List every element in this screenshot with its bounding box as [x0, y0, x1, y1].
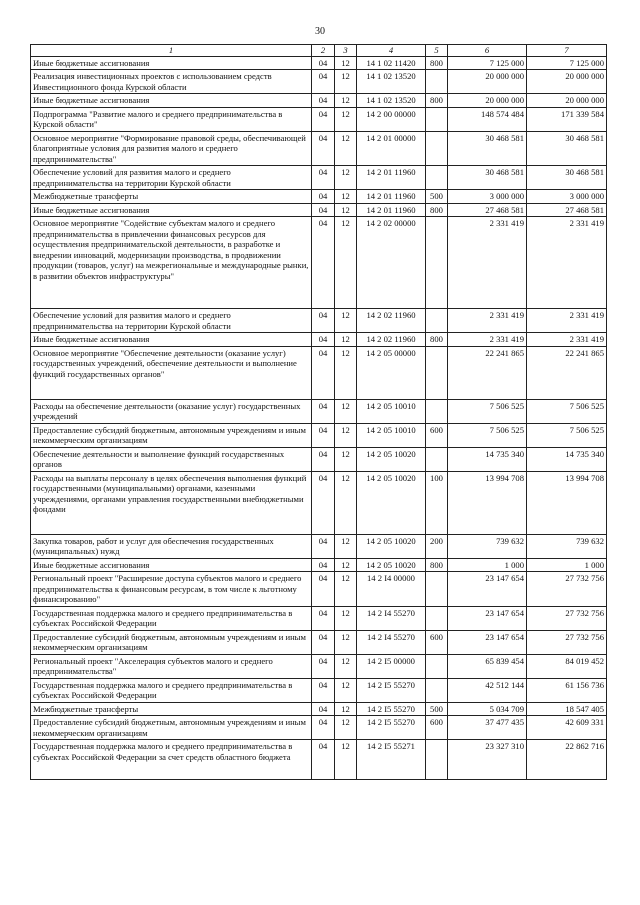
section-code: 04	[312, 678, 335, 702]
section-code: 04	[312, 56, 335, 70]
table-row	[31, 333, 607, 347]
amount-year-2: 42 609 331	[527, 716, 607, 740]
row-name: Предоставление субсидий бюджетным, автономным учреждениям и иным некоммерческим организациям	[31, 630, 312, 654]
subsection-code: 12	[335, 558, 357, 572]
section-code: 04	[312, 107, 335, 131]
table-row	[31, 630, 607, 654]
row-name: Основное мероприятие "Обеспечение деятельности (оказание услуг) государственных учреждений, обеспечение деятельности и выполнение функций государственных органов"	[31, 346, 312, 399]
expense-type-code: 600	[426, 423, 448, 447]
table-row	[31, 572, 607, 607]
target-article-code: 14 1 02 11420	[357, 56, 426, 70]
subsection-code: 12	[335, 56, 357, 70]
table-row	[31, 217, 607, 309]
table-row	[31, 107, 607, 131]
table-row	[31, 716, 607, 740]
table-row	[31, 203, 607, 217]
section-code: 04	[312, 740, 335, 780]
expense-type-code: 100	[426, 471, 448, 534]
expense-type-code: 800	[426, 333, 448, 347]
expense-type-code	[426, 740, 448, 780]
table-row	[31, 56, 607, 70]
expense-type-code: 600	[426, 630, 448, 654]
section-code: 04	[312, 346, 335, 399]
section-code: 04	[312, 471, 335, 534]
amount-year-1: 23 327 310	[448, 740, 527, 780]
target-article-code: 14 1 02 13520	[357, 70, 426, 94]
section-code: 04	[312, 131, 335, 166]
column-number-row	[31, 45, 607, 57]
expense-type-code	[426, 309, 448, 333]
target-article-code: 14 2 05 10010	[357, 399, 426, 423]
target-article-code: 14 2 01 00000	[357, 131, 426, 166]
row-name: Иные бюджетные ассигнования	[31, 333, 312, 347]
amount-year-1: 148 574 484	[448, 107, 527, 131]
subsection-code: 12	[335, 716, 357, 740]
amount-year-1: 30 468 581	[448, 131, 527, 166]
amount-year-2: 20 000 000	[527, 94, 607, 108]
amount-year-1: 23 147 654	[448, 630, 527, 654]
subsection-code: 12	[335, 190, 357, 204]
amount-year-2: 7 506 525	[527, 399, 607, 423]
table-row	[31, 558, 607, 572]
table-row	[31, 70, 607, 94]
row-name: Основное мероприятие "Формирование правовой среды, обеспечивающей благоприятные условия для развития малого и среднего предпринимательства"	[31, 131, 312, 166]
row-name: Обеспечение деятельности и выполнение функций государственных органов	[31, 447, 312, 471]
table-row	[31, 309, 607, 333]
expense-type-code: 800	[426, 94, 448, 108]
target-article-code: 14 2 05 00000	[357, 346, 426, 399]
target-article-code: 14 2 I5 55270	[357, 702, 426, 716]
amount-year-1: 2 331 419	[448, 333, 527, 347]
section-code: 04	[312, 70, 335, 94]
row-name: Иные бюджетные ассигнования	[31, 203, 312, 217]
section-code: 04	[312, 654, 335, 678]
section-code: 04	[312, 94, 335, 108]
subsection-code: 12	[335, 131, 357, 166]
section-code: 04	[312, 534, 335, 558]
amount-year-2: 30 468 581	[527, 131, 607, 166]
expense-type-code: 500	[426, 190, 448, 204]
table-row	[31, 702, 607, 716]
column-header: 4	[357, 45, 426, 57]
amount-year-1: 22 241 865	[448, 346, 527, 399]
row-name: Предоставление субсидий бюджетным, автономным учреждениям и иным некоммерческим организациям	[31, 716, 312, 740]
amount-year-2: 27 732 756	[527, 630, 607, 654]
subsection-code: 12	[335, 70, 357, 94]
target-article-code: 14 2 05 10020	[357, 558, 426, 572]
amount-year-2: 739 632	[527, 534, 607, 558]
amount-year-2: 18 547 405	[527, 702, 607, 716]
amount-year-1: 739 632	[448, 534, 527, 558]
target-article-code: 14 2 I4 55270	[357, 630, 426, 654]
target-article-code: 14 1 02 13520	[357, 94, 426, 108]
amount-year-2: 2 331 419	[527, 217, 607, 309]
section-code: 04	[312, 716, 335, 740]
expense-type-code	[426, 678, 448, 702]
amount-year-1: 42 512 144	[448, 678, 527, 702]
table-row	[31, 534, 607, 558]
amount-year-2: 2 331 419	[527, 333, 607, 347]
section-code: 04	[312, 333, 335, 347]
section-code: 04	[312, 447, 335, 471]
subsection-code: 12	[335, 107, 357, 131]
amount-year-1: 65 839 454	[448, 654, 527, 678]
section-code: 04	[312, 166, 335, 190]
amount-year-1: 3 000 000	[448, 190, 527, 204]
subsection-code: 12	[335, 678, 357, 702]
section-code: 04	[312, 203, 335, 217]
section-code: 04	[312, 217, 335, 309]
target-article-code: 14 2 01 11960	[357, 203, 426, 217]
target-article-code: 14 2 00 00000	[357, 107, 426, 131]
table-row	[31, 606, 607, 630]
section-code: 04	[312, 190, 335, 204]
amount-year-1: 23 147 654	[448, 606, 527, 630]
row-name: Реализация инвестиционных проектов с использованием средств Инвестиционного фонда Курской области	[31, 70, 312, 94]
target-article-code: 14 2 01 11960	[357, 166, 426, 190]
subsection-code: 12	[335, 217, 357, 309]
row-name: Подпрограмма "Развитие малого и среднего предпринимательства в Курской области"	[31, 107, 312, 131]
expense-type-code: 800	[426, 203, 448, 217]
expense-type-code	[426, 346, 448, 399]
table-row	[31, 399, 607, 423]
table-row	[31, 740, 607, 780]
row-name: Обеспечение условий для развития малого и среднего предпринимательства на территории Курской области	[31, 309, 312, 333]
target-article-code: 14 2 I5 55270	[357, 678, 426, 702]
budget-table	[30, 44, 607, 780]
amount-year-2: 30 468 581	[527, 166, 607, 190]
target-article-code: 14 2 05 10010	[357, 423, 426, 447]
column-header: 3	[335, 45, 357, 57]
amount-year-2: 7 125 000	[527, 56, 607, 70]
table-row	[31, 471, 607, 534]
expense-type-code	[426, 606, 448, 630]
amount-year-2: 61 156 736	[527, 678, 607, 702]
expense-type-code	[426, 572, 448, 607]
table-row	[31, 654, 607, 678]
target-article-code: 14 2 02 00000	[357, 217, 426, 309]
table-row	[31, 166, 607, 190]
column-header: 5	[426, 45, 448, 57]
target-article-code: 14 2 01 11960	[357, 190, 426, 204]
table-row	[31, 423, 607, 447]
amount-year-2: 7 506 525	[527, 423, 607, 447]
row-name: Иные бюджетные ассигнования	[31, 56, 312, 70]
amount-year-1: 2 331 419	[448, 309, 527, 333]
section-code: 04	[312, 630, 335, 654]
row-name: Межбюджетные трансферты	[31, 190, 312, 204]
amount-year-2: 27 732 756	[527, 572, 607, 607]
row-name: Государственная поддержка малого и среднего предпринимательства в субъектах Российской Федерации за счет средств областного бюджета	[31, 740, 312, 780]
amount-year-2: 27 732 756	[527, 606, 607, 630]
table-row	[31, 131, 607, 166]
target-article-code: 14 2 I5 55271	[357, 740, 426, 780]
subsection-code: 12	[335, 606, 357, 630]
amount-year-1: 23 147 654	[448, 572, 527, 607]
subsection-code: 12	[335, 471, 357, 534]
amount-year-2: 171 339 584	[527, 107, 607, 131]
section-code: 04	[312, 309, 335, 333]
row-name: Расходы на выплаты персоналу в целях обеспечения выполнения функций государственными (муниципальными) органами, казенными учреждениями, органами управления государственными внебюджетными фондами	[31, 471, 312, 534]
subsection-code: 12	[335, 630, 357, 654]
amount-year-1: 7 125 000	[448, 56, 527, 70]
amount-year-1: 5 034 709	[448, 702, 527, 716]
amount-year-2: 22 862 716	[527, 740, 607, 780]
subsection-code: 12	[335, 94, 357, 108]
amount-year-1: 37 477 435	[448, 716, 527, 740]
table-row	[31, 346, 607, 399]
section-code: 04	[312, 702, 335, 716]
expense-type-code: 600	[426, 716, 448, 740]
row-name: Основное мероприятие "Содействие субъектам малого и среднего предпринимательства в привлечении финансовых ресурсов для осуществления предпринимательской деятельности, в разработке и внедрении инноваций, модернизации производства, в продвижении продукции (товаров, услуг) на межрегиональные и международные рынки, в развитии объектов инфраструктуры"	[31, 217, 312, 309]
amount-year-2: 1 000	[527, 558, 607, 572]
subsection-code: 12	[335, 534, 357, 558]
amount-year-2: 2 331 419	[527, 309, 607, 333]
expense-type-code	[426, 447, 448, 471]
expense-type-code	[426, 399, 448, 423]
row-name: Региональный проект "Расширение доступа субъектов малого и среднего предпринимательства к финансовым ресурсам, в том числе к льготному финансированию"	[31, 572, 312, 607]
table-row	[31, 94, 607, 108]
section-code: 04	[312, 558, 335, 572]
amount-year-1: 7 506 525	[448, 399, 527, 423]
subsection-code: 12	[335, 346, 357, 399]
amount-year-2: 22 241 865	[527, 346, 607, 399]
amount-year-2: 3 000 000	[527, 190, 607, 204]
expense-type-code	[426, 70, 448, 94]
target-article-code: 14 2 05 10020	[357, 471, 426, 534]
subsection-code: 12	[335, 654, 357, 678]
subsection-code: 12	[335, 333, 357, 347]
subsection-code: 12	[335, 166, 357, 190]
table-row	[31, 678, 607, 702]
section-code: 04	[312, 399, 335, 423]
target-article-code: 14 2 I5 55270	[357, 716, 426, 740]
row-name: Предоставление субсидий бюджетным, автономным учреждениям и иным некоммерческим организациям	[31, 423, 312, 447]
amount-year-2: 13 994 708	[527, 471, 607, 534]
amount-year-1: 7 506 525	[448, 423, 527, 447]
expense-type-code: 800	[426, 56, 448, 70]
target-article-code: 14 2 I4 00000	[357, 572, 426, 607]
amount-year-1: 2 331 419	[448, 217, 527, 309]
row-name: Государственная поддержка малого и среднего предпринимательства в субъектах Российской Федерации	[31, 606, 312, 630]
row-name: Государственная поддержка малого и среднего предпринимательства в субъектах Российской Федерации	[31, 678, 312, 702]
expense-type-code: 200	[426, 534, 448, 558]
amount-year-2: 84 019 452	[527, 654, 607, 678]
expense-type-code	[426, 131, 448, 166]
amount-year-1: 30 468 581	[448, 166, 527, 190]
subsection-code: 12	[335, 423, 357, 447]
page-number: 30	[315, 26, 325, 37]
expense-type-code	[426, 166, 448, 190]
target-article-code: 14 2 02 11960	[357, 309, 426, 333]
subsection-code: 12	[335, 702, 357, 716]
expense-type-code	[426, 654, 448, 678]
row-name: Иные бюджетные ассигнования	[31, 94, 312, 108]
subsection-code: 12	[335, 309, 357, 333]
subsection-code: 12	[335, 447, 357, 471]
expense-type-code: 800	[426, 558, 448, 572]
column-header: 2	[312, 45, 335, 57]
row-name: Обеспечение условий для развития малого и среднего предпринимательства на территории Курской области	[31, 166, 312, 190]
expense-type-code	[426, 217, 448, 309]
row-name: Региональный проект "Акселерация субъектов малого и среднего предпринимательства"	[31, 654, 312, 678]
amount-year-1: 1 000	[448, 558, 527, 572]
amount-year-1: 13 994 708	[448, 471, 527, 534]
table-row	[31, 190, 607, 204]
row-name: Закупка товаров, работ и услуг для обеспечения государственных (муниципальных) нужд	[31, 534, 312, 558]
table-row	[31, 447, 607, 471]
amount-year-2: 27 468 581	[527, 203, 607, 217]
expense-type-code: 500	[426, 702, 448, 716]
amount-year-1: 20 000 000	[448, 70, 527, 94]
target-article-code: 14 2 I4 55270	[357, 606, 426, 630]
target-article-code: 14 2 02 11960	[357, 333, 426, 347]
target-article-code: 14 2 05 10020	[357, 447, 426, 471]
section-code: 04	[312, 572, 335, 607]
row-name: Расходы на обеспечение деятельности (оказание услуг) государственных учреждений	[31, 399, 312, 423]
column-header: 7	[527, 45, 607, 57]
subsection-code: 12	[335, 572, 357, 607]
section-code: 04	[312, 606, 335, 630]
target-article-code: 14 2 I5 00000	[357, 654, 426, 678]
section-code: 04	[312, 423, 335, 447]
column-header: 1	[31, 45, 312, 57]
amount-year-2: 20 000 000	[527, 70, 607, 94]
amount-year-2: 14 735 340	[527, 447, 607, 471]
target-article-code: 14 2 05 10020	[357, 534, 426, 558]
amount-year-1: 14 735 340	[448, 447, 527, 471]
amount-year-1: 27 468 581	[448, 203, 527, 217]
row-name: Иные бюджетные ассигнования	[31, 558, 312, 572]
amount-year-1: 20 000 000	[448, 94, 527, 108]
subsection-code: 12	[335, 203, 357, 217]
column-header: 6	[448, 45, 527, 57]
row-name: Межбюджетные трансферты	[31, 702, 312, 716]
expense-type-code	[426, 107, 448, 131]
subsection-code: 12	[335, 740, 357, 780]
subsection-code: 12	[335, 399, 357, 423]
